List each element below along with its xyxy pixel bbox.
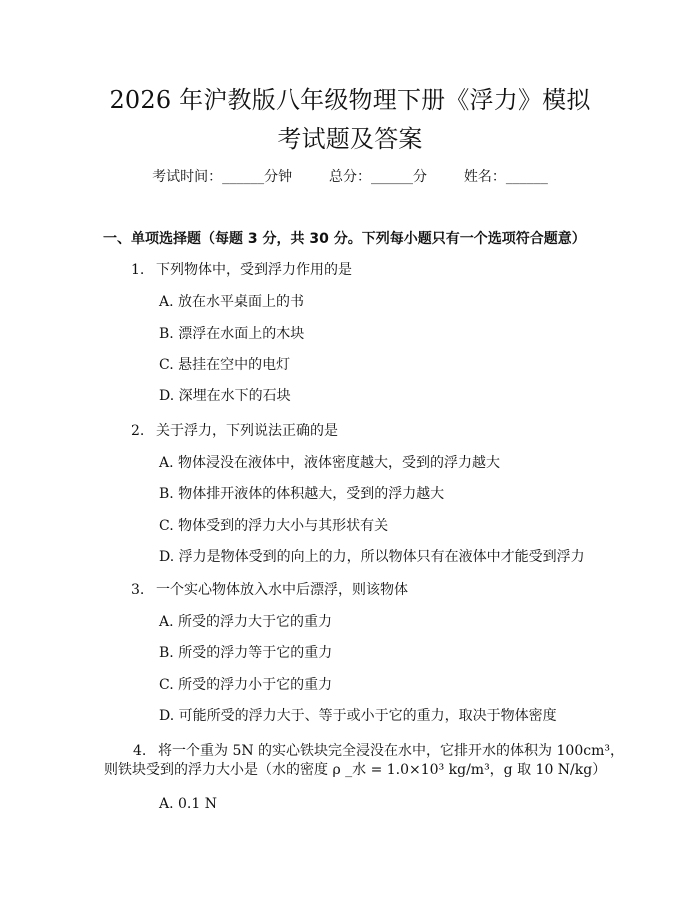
question-stem: 关于浮力，下列说法正确的是 <box>156 423 338 439</box>
student-name-field: 姓名：______ <box>463 169 548 185</box>
question-2 <box>131 421 338 441</box>
question-3 <box>131 580 408 600</box>
total-score-field: 总分：______分 <box>329 169 427 185</box>
question-2-option-d: D. 浮力是物体受到的向上的力，所以物体只有在液体中才能受到浮力 <box>159 549 585 565</box>
question-stem-line-1: 将一个重为 5N 的实心铁块完全浸没在水中，它排开水的体积为 100cm³， <box>158 743 624 759</box>
page-subtitle: 考试题及答案 <box>277 125 423 153</box>
question-2-option-c: C. 物体受到的浮力大小与其形状有关 <box>159 518 389 534</box>
question-stem: 下列物体中，受到浮力作用的是 <box>156 262 352 278</box>
question-number: 4. <box>133 743 147 759</box>
question-2-option-a: A. 物体浸没在液体中，液体密度越大，受到的浮力越大 <box>159 455 501 471</box>
question-3-option-c: C. 所受的浮力小于它的重力 <box>159 677 333 693</box>
section-heading: 一、单项选择题（每题 3 分，共 30 分。下列每小题只有一个选项符合题意） <box>103 231 586 247</box>
question-3-option-b: B. 所受的浮力等于它的重力 <box>159 645 333 661</box>
question-1-option-b: B. 漂浮在水面上的木块 <box>159 326 305 342</box>
question-2-option-b: B. 物体排开液体的体积越大，受到的浮力越大 <box>159 486 445 502</box>
question-1-option-c: C. 悬挂在空中的电灯 <box>159 357 291 373</box>
exam-meta <box>0 167 700 187</box>
question-3-option-a: A. 所受的浮力大于它的重力 <box>159 614 333 630</box>
question-4-stem-line-2: 则铁块受到的浮力大小是（水的密度 ρ _水 = 1.0×10³ kg/m³，g 取 10 N/kg） <box>104 762 607 778</box>
question-number: 3. <box>131 582 145 598</box>
question-1 <box>131 260 352 280</box>
question-number: 1. <box>131 262 145 278</box>
exam-time-field: 考试时间：______分钟 <box>152 169 293 185</box>
question-stem: 一个实心物体放入水中后漂浮，则该物体 <box>156 582 408 598</box>
question-1-option-a: A. 放在水平桌面上的书 <box>159 294 305 310</box>
page-title: 2026 年沪教版八年级物理下册《浮力》模拟 <box>109 86 591 114</box>
question-4-option-a: A. 0.1 N <box>159 796 217 812</box>
question-1-option-d: D. 深埋在水下的石块 <box>159 388 291 404</box>
question-4 <box>133 741 624 761</box>
question-number: 2. <box>131 423 145 439</box>
question-3-option-d: D. 可能所受的浮力大于、等于或小于它的重力，取决于物体密度 <box>159 708 557 724</box>
